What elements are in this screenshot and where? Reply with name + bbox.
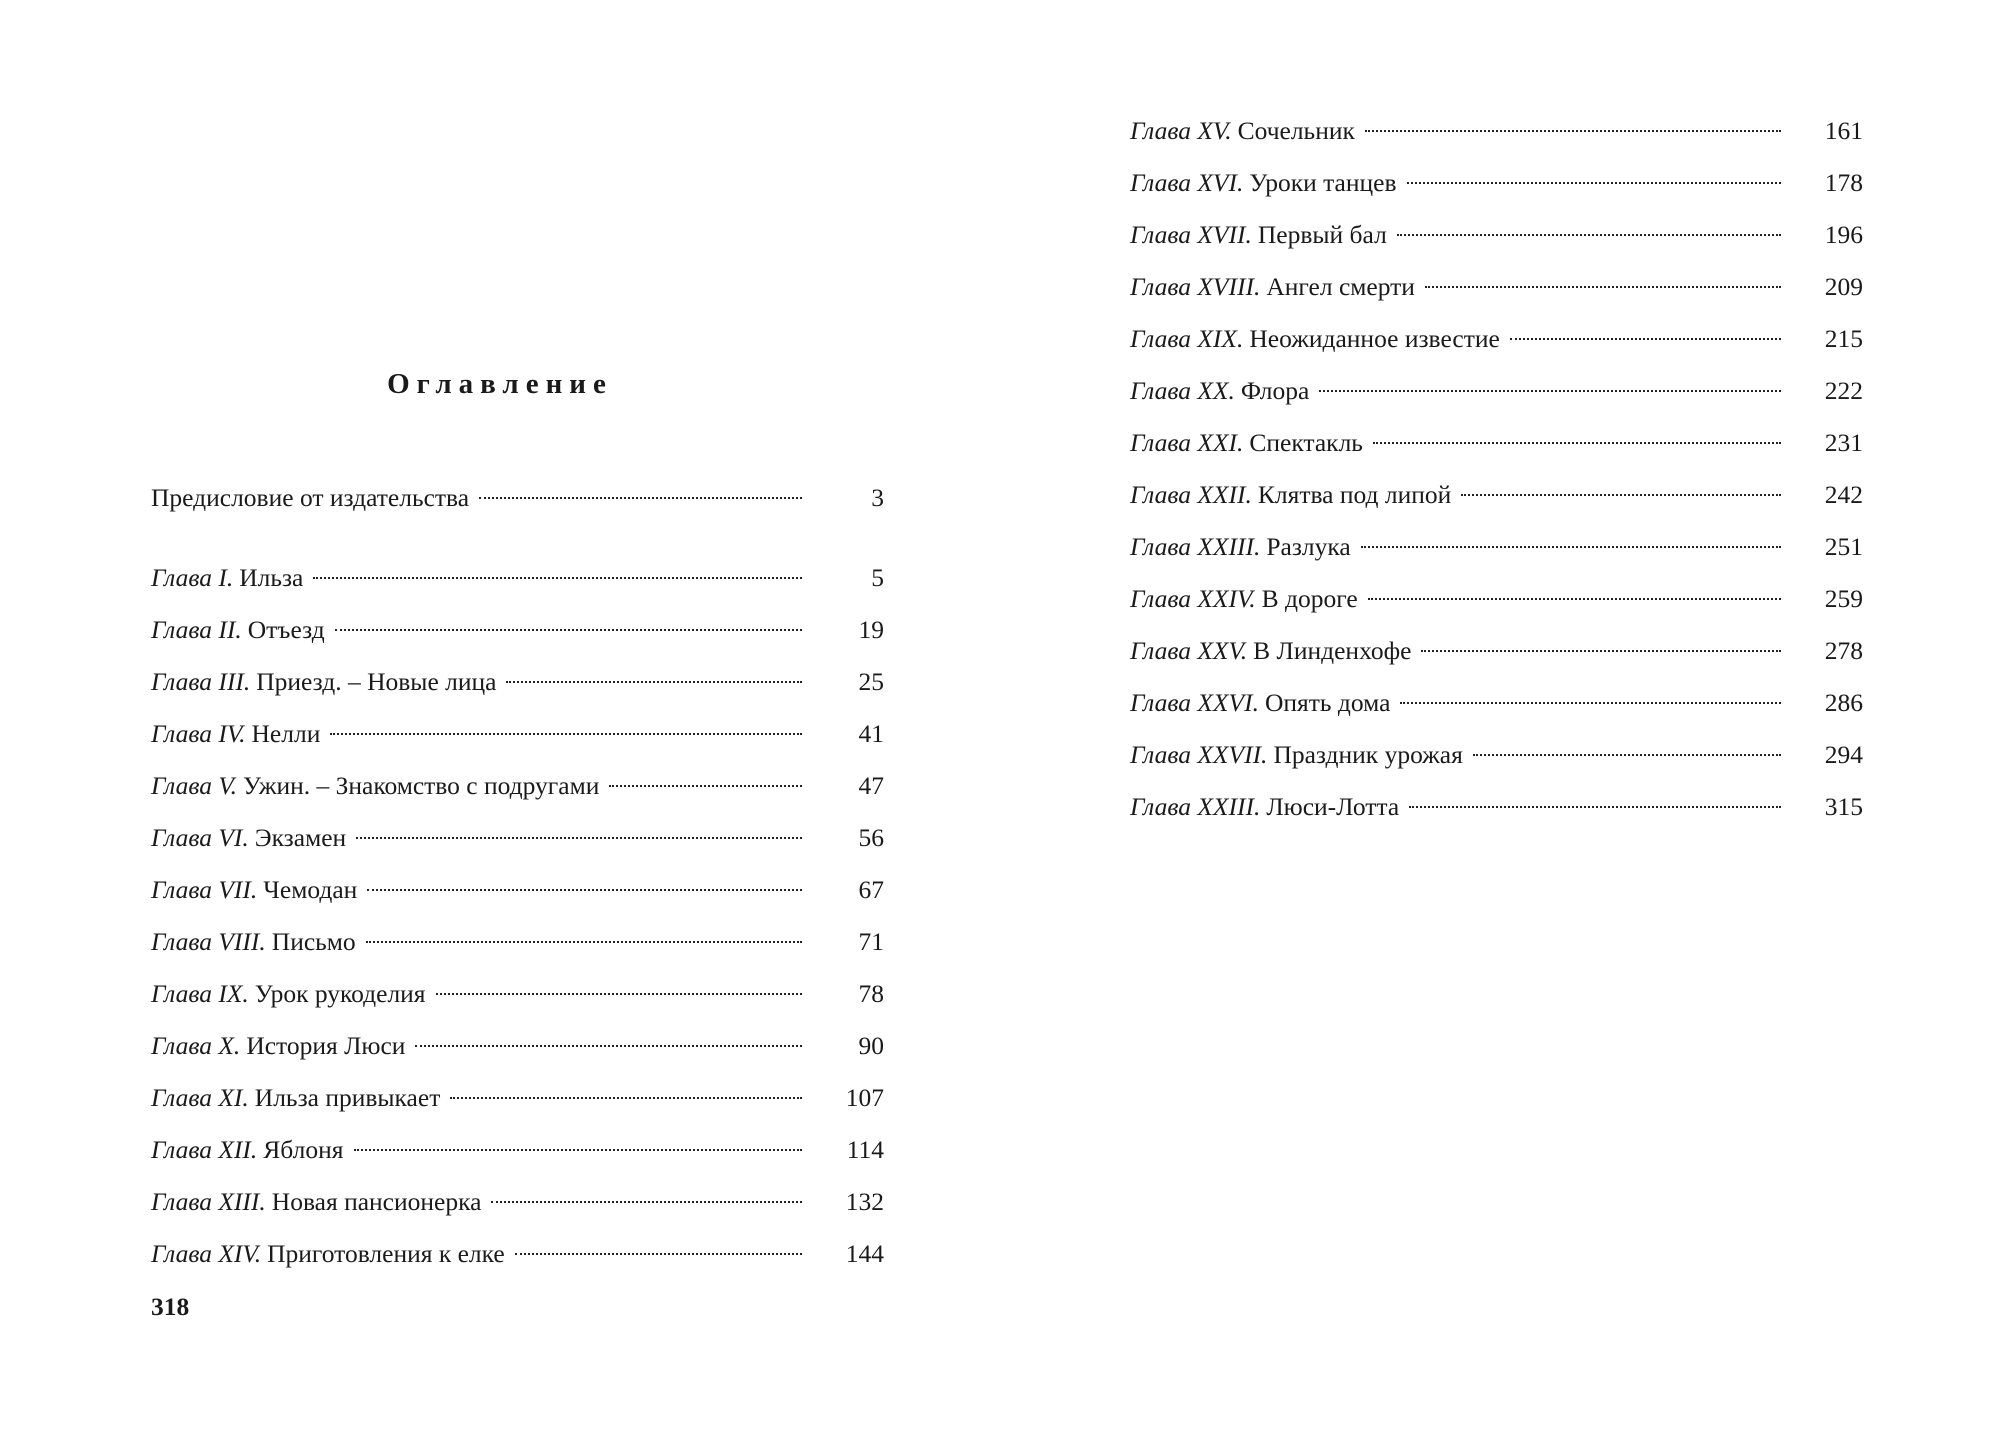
toc-entry[interactable] xyxy=(1130,781,1863,833)
toc-entry-name: Спектакль xyxy=(1249,428,1363,457)
dot-leader xyxy=(1365,130,1781,132)
toc-entry-label: Глава I. xyxy=(151,563,234,592)
toc-entry[interactable] xyxy=(1130,313,1863,365)
toc-entry-page: 3 xyxy=(871,483,884,512)
dot-leader xyxy=(415,1045,802,1047)
toc-entry-name: Новая пансионерка xyxy=(271,1187,482,1216)
dot-leader xyxy=(609,785,802,787)
dot-leader xyxy=(1373,442,1781,444)
dot-leader xyxy=(1461,494,1781,496)
dot-leader xyxy=(1425,286,1781,288)
toc-entry-label: Глава XI. xyxy=(151,1083,249,1112)
toc-entry[interactable] xyxy=(151,604,884,656)
toc-entry[interactable] xyxy=(1130,677,1863,729)
toc-entry-page: 90 xyxy=(858,1031,884,1060)
toc-entry[interactable] xyxy=(151,916,884,968)
toc-entry-page: 294 xyxy=(1824,740,1863,769)
toc-entry-page: 215 xyxy=(1824,324,1863,353)
toc-entry-label: Глава XXII. xyxy=(1130,480,1252,509)
dot-leader xyxy=(1473,754,1781,756)
toc-entry[interactable] xyxy=(1130,157,1863,209)
toc-entry-label: Глава X. xyxy=(151,1031,241,1060)
dot-leader xyxy=(1407,182,1781,184)
toc-entry-label: Глава XXVII. xyxy=(1130,740,1268,769)
toc-entry-page: 71 xyxy=(858,927,884,956)
toc-entry-name: История Люси xyxy=(246,1031,406,1060)
toc-entry-page: 67 xyxy=(858,875,884,904)
toc-entry[interactable] xyxy=(1130,625,1863,677)
toc-entry[interactable] xyxy=(1130,417,1863,469)
dot-leader xyxy=(1319,390,1781,392)
toc-entry-page: 242 xyxy=(1824,480,1863,509)
dot-leader xyxy=(313,577,802,579)
toc-entry-label: Глава IV. xyxy=(151,719,246,748)
toc-entry-page: 144 xyxy=(845,1239,884,1268)
dot-leader xyxy=(436,993,802,995)
toc-entry-page: 41 xyxy=(858,719,884,748)
toc-entry-page: 259 xyxy=(1824,584,1863,613)
toc-entry-label: Глава XVII. xyxy=(1130,220,1252,249)
toc-entry-page: 132 xyxy=(845,1187,884,1216)
toc-entry-name: Приезд. – Новые лица xyxy=(256,667,497,696)
toc-entry-label: Глава XIX. xyxy=(1130,324,1244,353)
toc-entry-label: Глава XV. xyxy=(1130,116,1232,145)
toc-entry-page: 78 xyxy=(858,979,884,1008)
toc-entry[interactable] xyxy=(1130,365,1863,417)
dot-leader xyxy=(1400,702,1781,704)
toc-entry-name: Флора xyxy=(1240,376,1310,405)
dot-leader xyxy=(515,1253,802,1255)
toc-list-right xyxy=(1130,105,1863,833)
toc-entry-label: Глава II. xyxy=(151,615,242,644)
toc-entry-label: Глава IX. xyxy=(151,979,249,1008)
toc-entry[interactable] xyxy=(151,1176,884,1228)
toc-entry-page: 278 xyxy=(1824,636,1863,665)
toc-entry-name: Ильза привыкает xyxy=(254,1083,441,1112)
toc-entry-name: Письмо xyxy=(271,927,356,956)
toc-entry[interactable] xyxy=(151,1020,884,1072)
toc-entry[interactable] xyxy=(1130,521,1863,573)
dot-leader xyxy=(1361,546,1781,548)
dot-leader xyxy=(479,497,802,499)
toc-entry-name: Отъезд xyxy=(247,615,325,644)
toc-entry-name: Урок рукоделия xyxy=(254,979,426,1008)
toc-entry-label: Глава VII. xyxy=(151,875,258,904)
toc-entry-name: В дороге xyxy=(1261,584,1358,613)
dot-leader xyxy=(335,629,802,631)
toc-entry-page: 114 xyxy=(846,1135,884,1164)
toc-entry[interactable] xyxy=(151,968,884,1020)
toc-entry-name: Экзамен xyxy=(254,823,347,852)
toc-entry-page: 161 xyxy=(1824,116,1863,145)
toc-entry-label: Глава XXV. xyxy=(1130,636,1248,665)
toc-entry[interactable] xyxy=(1130,105,1863,157)
toc-entry[interactable] xyxy=(151,864,884,916)
toc-entry-name: Клятва под липой xyxy=(1257,480,1452,509)
toc-entry[interactable] xyxy=(151,552,884,604)
toc-entry[interactable] xyxy=(151,656,884,708)
toc-entry-page: 25 xyxy=(858,667,884,696)
dot-leader xyxy=(354,1149,803,1151)
toc-entry-label: Глава III. xyxy=(151,667,251,696)
toc-entry-name: Неожиданное известие xyxy=(1249,324,1500,353)
toc-entry-name: Разлука xyxy=(1266,532,1351,561)
toc-entry-label: Глава XVI. xyxy=(1130,168,1244,197)
dot-leader xyxy=(1409,806,1781,808)
toc-entry-page: 56 xyxy=(858,823,884,852)
dot-leader xyxy=(356,837,802,839)
toc-entry-name: Сочельник xyxy=(1237,116,1355,145)
dot-leader xyxy=(1421,650,1781,652)
toc-entry-label: Глава XXIII. xyxy=(1130,532,1261,561)
toc-entry-label: Глава XIII. xyxy=(151,1187,266,1216)
right-page xyxy=(1000,0,2000,1429)
toc-entry[interactable] xyxy=(151,708,884,760)
toc-entry-name: Ужин. – Знакомство с подругами xyxy=(243,771,600,800)
toc-entry-page: 251 xyxy=(1824,532,1863,561)
toc-entry-name: Приготовления к елке xyxy=(267,1239,505,1268)
toc-entry-page: 315 xyxy=(1824,792,1863,821)
toc-entry-preface[interactable] xyxy=(151,472,884,524)
dot-leader xyxy=(367,889,802,891)
toc-entry-page: 5 xyxy=(871,563,884,592)
toc-entry-name: Нелли xyxy=(251,719,321,748)
toc-entry-page: 196 xyxy=(1824,220,1863,249)
toc-entry[interactable] xyxy=(1130,261,1863,313)
toc-entry-label: Глава XXIII. xyxy=(1130,792,1261,821)
dot-leader xyxy=(1397,234,1781,236)
dot-leader xyxy=(450,1097,802,1099)
toc-entry-name: Чемодан xyxy=(263,875,358,904)
toc-entry[interactable] xyxy=(151,760,884,812)
toc-entry-name: Опять дома xyxy=(1264,688,1391,717)
toc-list-left xyxy=(151,472,884,1280)
toc-entry-label: Глава XXVI. xyxy=(1130,688,1259,717)
toc-entry[interactable] xyxy=(1130,729,1863,781)
toc-entry-page: 222 xyxy=(1824,376,1863,405)
dot-leader xyxy=(1368,598,1781,600)
dot-leader xyxy=(330,733,802,735)
toc-entry[interactable] xyxy=(151,1228,884,1280)
toc-entry-name: Ильза xyxy=(239,563,304,592)
toc-entry-name: Люси-Лотта xyxy=(1266,792,1400,821)
dot-leader xyxy=(1510,338,1781,340)
toc-entry-label: Глава XXIV. xyxy=(1130,584,1256,613)
toc-entry[interactable] xyxy=(1130,209,1863,261)
toc-entry-page: 231 xyxy=(1824,428,1863,457)
toc-entry-page: 209 xyxy=(1824,272,1863,301)
toc-entry-label: Глава XX. xyxy=(1130,376,1235,405)
toc-entry-page: 178 xyxy=(1824,168,1863,197)
toc-entry-name: Ангел смерти xyxy=(1266,272,1415,301)
dot-leader xyxy=(491,1201,802,1203)
page-number: 318 xyxy=(151,1292,190,1321)
toc-entry[interactable] xyxy=(1130,573,1863,625)
toc-entry[interactable] xyxy=(151,1072,884,1124)
toc-entry-label: Глава VI. xyxy=(151,823,249,852)
toc-entry-label: Глава XIV. xyxy=(151,1239,262,1268)
toc-entry[interactable] xyxy=(151,812,884,864)
toc-entry-label: Глава VIII. xyxy=(151,927,266,956)
dot-leader xyxy=(506,681,802,683)
toc-entry-name: Праздник урожая xyxy=(1273,740,1463,769)
toc-entry[interactable] xyxy=(151,1124,884,1176)
toc-entry-page: 19 xyxy=(858,615,884,644)
toc-entry[interactable] xyxy=(1130,469,1863,521)
toc-heading: Оглавление xyxy=(387,368,613,400)
toc-entry-label: Глава XII. xyxy=(151,1135,258,1164)
toc-entry-name: Яблоня xyxy=(263,1135,344,1164)
toc-entry-page: 286 xyxy=(1824,688,1863,717)
toc-entry-name: В Линденхофе xyxy=(1253,636,1412,665)
toc-entry-name: Первый бал xyxy=(1257,220,1387,249)
toc-entry-page: 47 xyxy=(858,771,884,800)
toc-entry-name: Предисловие от издательства xyxy=(151,483,470,512)
toc-entry-label: Глава XXI. xyxy=(1130,428,1244,457)
dot-leader xyxy=(366,941,802,943)
toc-entry-name: Уроки танцев xyxy=(1249,168,1397,197)
toc-entry-page: 107 xyxy=(845,1083,884,1112)
toc-entry-label: Глава V. xyxy=(151,771,238,800)
toc-entry-label: Глава XVIII. xyxy=(1130,272,1261,301)
